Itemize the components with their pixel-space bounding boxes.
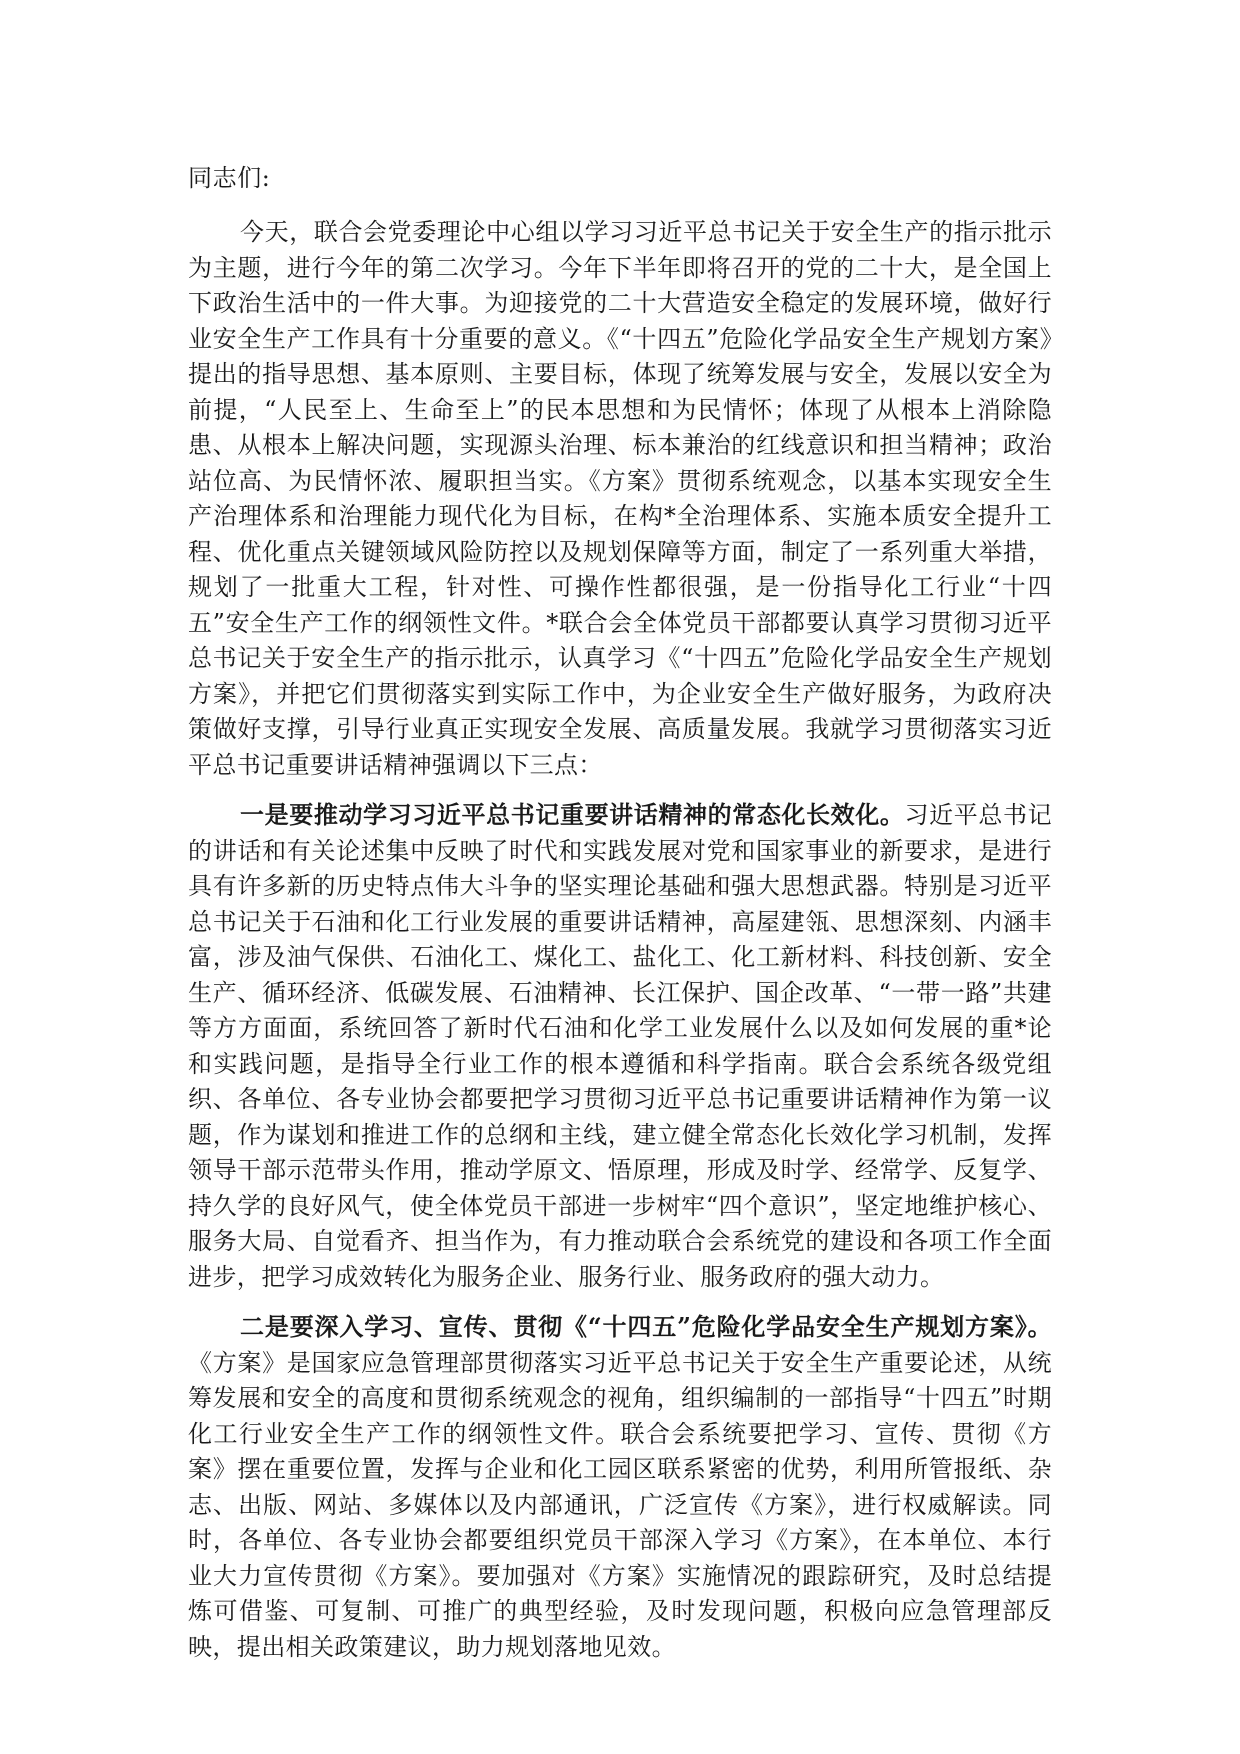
- salutation: 同志们:: [188, 164, 271, 192]
- paragraph-intro: [188, 214, 1052, 783]
- paragraph-lead: 二是要深入学习、宣传、贯彻《“十四五”危险化学品安全生产规划方案》。: [240, 1312, 1052, 1341]
- paragraph-text: 今天，联合会党委理论中心组以学习习近平总书记关于安全生产的指示批示为主题，进行今年的第二次学习。今年下半年即将召开的党的二十大，是全国上下政治生活中的一件大事。为迎接党的二十大营造安全稳定的发展环境，做好行业安全生产工作具有十分重要的意义。《“十四五”危险化学品安全生产规划方案》提出的指导思想、基本原则、主要目标，体现了统筹发展与安全，发展以安全为前提，“人民至上、生命至上”的民本思想和为民情怀；体现了从根本上消除隐患、从根本上解决问题，实现源头治理、标本兼治的红线意识和担当精神；政治站位高、为民情怀浓、履职担当实。《方案》贯彻系统观念，以基本实现安全生产治理体系和治理能力现代化为目标，在构*全治理体系、实施本质安全提升工程、优化重点关键领域风险防控以及规划保障等方面，制定了一系列重大举措，规划了一批重大工程，针对性、可操作性都很强，是一份指导化工行业“十四五”安全生产工作的纲领性文件。*联合会全体党员干部都要认真学习贯彻习近平总书记关于安全生产的指示批示，认真学习《“十四五”危险化学品安全生产规划方案》，并把它们贯彻落实到实际工作中，为企业安全生产做好服务，为政府决策做好支撑，引导行业真正实现安全发展、高质量发展。我就学习贯彻落实习近平总书记重要讲话精神强调以下三点：: [188, 218, 1052, 779]
- paragraph-lead: 一是要推动学习习近平总书记重要讲话精神的常态化长效化。: [240, 800, 905, 829]
- paragraph-point-two: [188, 1309, 1052, 1665]
- document-body: [188, 160, 1052, 1679]
- paragraph-text: 习近平总书记的讲话和有关论述集中反映了时代和实践发展对党和国家事业的新要求，是进行具有许多新的历史特点伟大斗争的坚实理论基础和强大思想武器。特别是习近平总书记关于石油和化工行业发展的重要讲话精神，高屋建瓴、思想深刻、内涵丰富，涉及油气保供、石油化工、煤化工、盐化工、化工新材料、科技创新、安全生产、循环经济、低碳发展、石油精神、长江保护、国企改革、“一带一路”共建等方方面面，系统回答了新时代石油和化学工业发展什么以及如何发展的重*论和实践问题，是指导全行业工作的根本遵循和科学指南。联合会系统各级党组织、各单位、各专业协会都要把学习贯彻习近平总书记重要讲话精神作为第一议题，作为谋划和推进工作的总纲和主线，建立健全常态化长效化学习机制，发挥领导干部示范带头作用，推动学原文、悟原理，形成及时学、经常学、反复学、持久学的良好风气，使全体党员干部进一步树牢“四个意识”，坚定地维护核心、服务大局、自觉看齐、担当作为，有力推动联合会系统党的建设和各项工作全面进步，把学习成效转化为服务企业、服务行业、服务政府的强大动力。: [188, 801, 1052, 1291]
- paragraph-point-one: [188, 797, 1052, 1295]
- paragraph-text: 《方案》是国家应急管理部贯彻落实习近平总书记关于安全生产重要论述，从统筹发展和安全的高度和贯彻系统观念的视角，组织编制的一部指导“十四五”时期化工行业安全生产工作的纲领性文件。联合会系统要把学习、宣传、贯彻《方案》摆在重要位置，发挥与企业和化工园区联系紧密的优势，利用所管报纸、杂志、出版、网站、多媒体以及内部通讯，广泛宣传《方案》，进行权威解读。同时，各单位、各专业协会都要组织党员干部深入学习《方案》，在本单位、本行业大力宣传贯彻《方案》。要加强对《方案》实施情况的跟踪研究，及时总结提炼可借鉴、可复制、可推广的典型经验，及时发现问题，积极向应急管理部反映，提出相关政策建议，助力规划落地见效。: [188, 1348, 1052, 1661]
